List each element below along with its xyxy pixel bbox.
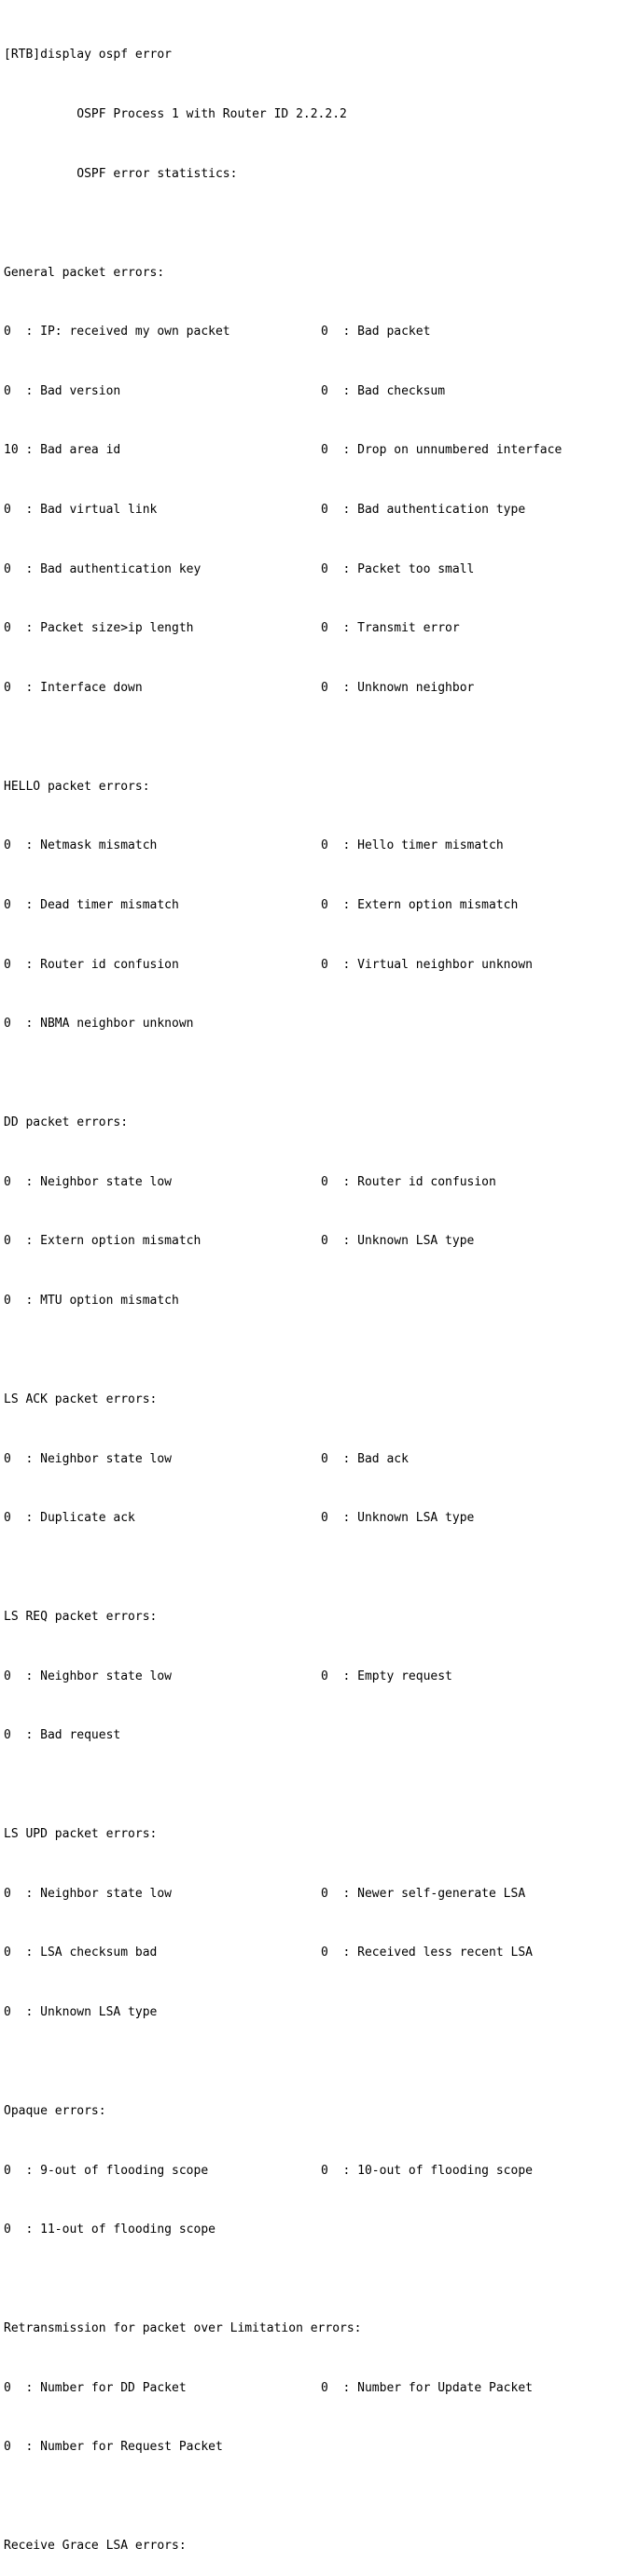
- section-title: General packet errors:: [4, 265, 165, 280]
- stat-cell-right: 0 : Virtual neighbor unknown: [321, 957, 533, 972]
- stat-cell-left: 0 : Neighbor state low: [4, 1886, 173, 1901]
- stat-row: [4, 2002, 635, 2022]
- stat-cell-left: 0 : Router id confusion: [4, 957, 179, 972]
- stat-cell-right: 0 : Received less recent LSA: [321, 1946, 533, 1960]
- stat-cell-left: 0 : Unknown LSA type: [4, 2005, 158, 2020]
- stat-cell-left: 0 : Netmask mismatch: [4, 838, 158, 853]
- stat-cell-right: 0 : Unknown neighbor: [321, 680, 475, 695]
- stat-cell-right: 0 : Router id confusion: [321, 1174, 496, 1189]
- stat-cell-right: 0 : Transmit error: [321, 621, 460, 636]
- stat-row: [4, 2220, 635, 2239]
- stat-cell-right: 0 : Hello timer mismatch: [321, 838, 504, 853]
- stat-cell-left: 0 : Bad authentication key: [4, 561, 201, 576]
- stat-cell-left: 0 : Extern option mismatch: [4, 1234, 201, 1249]
- stat-cell-right: 0 : Bad authentication type: [321, 502, 526, 517]
- stat-row: [4, 678, 635, 698]
- stat-row: [4, 560, 635, 579]
- stat-row: [4, 618, 635, 638]
- command-prompt-line: [RTB]display ospf error: [4, 48, 173, 62]
- stat-cell-left: 0 : Duplicate ack: [4, 1511, 135, 1526]
- stat-cell-left: 0 : Packet size>ip length: [4, 621, 194, 636]
- stat-row: [4, 440, 635, 460]
- stat-cell-left: 0 : Number for DD Packet: [4, 2380, 187, 2395]
- stat-cell-left: 0 : Neighbor state low: [4, 1669, 173, 1683]
- stat-cell-left: 10 : Bad area id: [4, 443, 121, 458]
- stat-cell-left: 0 : NBMA neighbor unknown: [4, 1017, 194, 1032]
- section-title: HELLO packet errors:: [4, 779, 150, 794]
- stat-cell-right: 0 : Unknown LSA type: [321, 1234, 475, 1249]
- stat-cell-left: 0 : Bad request: [4, 1728, 121, 1743]
- stat-cell-right: 0 : Unknown LSA type: [321, 1511, 475, 1526]
- stat-cell-left: 0 : IP: received my own packet: [4, 325, 230, 339]
- stat-row: [4, 895, 635, 915]
- stat-row: [4, 1449, 635, 1469]
- section-title: LS UPD packet errors:: [4, 1827, 158, 1842]
- section-title: LS REQ packet errors:: [4, 1610, 158, 1625]
- stat-cell-right: 0 : 10-out of flooding scope: [321, 2163, 533, 2178]
- stat-cell-left: 0 : 9-out of flooding scope: [4, 2163, 209, 2178]
- stat-cell-left: 0 : Neighbor state low: [4, 1174, 173, 1189]
- section-title: Receive Grace LSA errors:: [4, 2539, 187, 2554]
- stat-cell-right: 0 : Number for Update Packet: [321, 2380, 533, 2395]
- stat-cell-left: 0 : Neighbor state low: [4, 1451, 173, 1466]
- stat-row: [4, 2161, 635, 2181]
- stat-cell-right: 0 : Drop on unnumbered interface: [321, 443, 563, 458]
- ospf-statistics-header: OSPF error statistics:: [4, 166, 238, 181]
- stat-cell-left: 0 : Dead timer mismatch: [4, 897, 179, 912]
- stat-row: [4, 500, 635, 519]
- ospf-process-header: OSPF Process 1 with Router ID 2.2.2.2: [4, 107, 347, 121]
- stat-row: [4, 1943, 635, 1962]
- stat-cell-left: 0 : Bad version: [4, 383, 121, 398]
- section-title: DD packet errors:: [4, 1115, 129, 1130]
- stat-row: [4, 1508, 635, 1528]
- stat-cell-right: 0 : Bad checksum: [321, 383, 446, 398]
- stat-cell-right: 0 : Empty request: [321, 1669, 452, 1683]
- stat-cell-right: 0 : Bad ack: [321, 1451, 409, 1466]
- stat-row: [4, 1725, 635, 1745]
- stat-cell-right: 0 : Packet too small: [321, 561, 475, 576]
- stat-cell-left: 0 : LSA checksum bad: [4, 1946, 158, 1960]
- stat-row: [4, 1014, 635, 1033]
- stat-cell-left: 0 : Interface down: [4, 680, 143, 695]
- stat-row: [4, 322, 635, 341]
- stat-cell-left: 0 : Bad virtual link: [4, 502, 158, 517]
- stat-row: [4, 1884, 635, 1904]
- stat-cell-left: 0 : 11-out of flooding scope: [4, 2223, 215, 2237]
- stat-cell-right: 0 : Newer self-generate LSA: [321, 1886, 526, 1901]
- stat-row: [4, 1231, 635, 1251]
- stat-row: [4, 381, 635, 401]
- stat-cell-left: 0 : MTU option mismatch: [4, 1293, 179, 1308]
- section-title: LS ACK packet errors:: [4, 1392, 158, 1406]
- stat-row: [4, 2378, 635, 2398]
- stat-cell-right: 0 : Extern option mismatch: [321, 897, 519, 912]
- stat-row: [4, 836, 635, 855]
- stat-row: [4, 1667, 635, 1686]
- stat-cell-left: 0 : Number for Request Packet: [4, 2440, 223, 2455]
- stat-row: [4, 1172, 635, 1192]
- section-title: Opaque errors:: [4, 2104, 106, 2119]
- stat-cell-right: 0 : Bad packet: [321, 325, 431, 339]
- stat-row: [4, 1291, 635, 1310]
- stat-row: [4, 955, 635, 975]
- section-title: Retransmission for packet over Limitation errors:: [4, 2321, 362, 2336]
- stat-row: [4, 2437, 635, 2457]
